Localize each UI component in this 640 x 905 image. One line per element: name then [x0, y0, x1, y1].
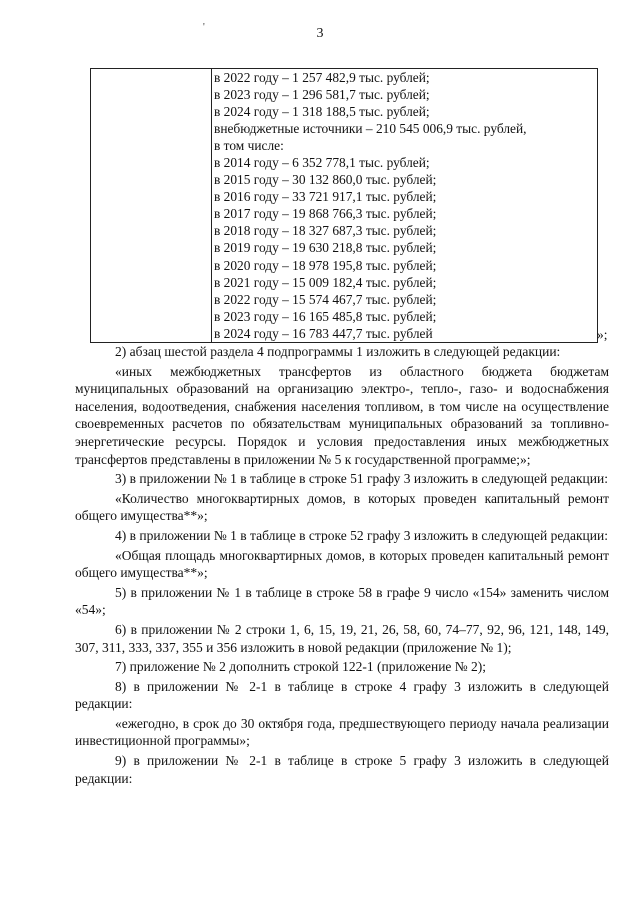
table-closing-quote: »;: [597, 327, 608, 342]
table-line: в 2024 году – 16 783 447,7 тыс. рублей: [214, 325, 433, 341]
table-line: в 2016 году – 33 721 917,1 тыс. рублей;: [214, 189, 437, 205]
paragraph: 6) в приложении № 2 строки 1, 6, 15, 19, 21, 26, 58, 60, 74–77, 92, 96, 121, 148, 149, 307, 311, 333, 337, 355 и 356 изложить в новой редакции (приложение № 1);: [75, 621, 609, 655]
table-line: в 2014 году – 6 352 778,1 тыс. рублей;: [214, 155, 430, 171]
paragraph: 5) в приложении № 1 в таблице в строке 58 в графе 9 число «154» заменить числом «54»;: [75, 584, 609, 618]
paragraph: 7) приложение № 2 дополнить строкой 122-1 (приложение № 2);: [115, 659, 487, 675]
paragraph: 9) в приложении № 2-1 в таблице в строке 5 графу 3 изложить в следующей редакции:: [75, 753, 609, 786]
paragraph: «Общая площадь многоквартирных домов, в которых проведен капитальный ремонт общего имущества**»;: [75, 547, 609, 581]
table-right-cell: [212, 69, 598, 343]
table-line: в 2015 году – 30 132 860,0 тыс. рублей;: [214, 172, 437, 188]
table-line: в 2020 году – 18 978 195,8 тыс. рублей;: [214, 257, 437, 273]
table-line: в 2023 году – 1 296 581,7 тыс. рублей;: [214, 87, 430, 103]
table-line: в 2022 году – 15 574 467,7 тыс. рублей;: [214, 291, 437, 307]
table-left-cell: [91, 69, 212, 343]
paragraph: «иных межбюджетных трансфертов из областного бюджета бюджетам муниципальных образований на организацию электро-, тепло-, газо- и водоснабжения населения, водоотведения, снабжения населения топливом, в том числе на осуществление своевременных расчетов по обязательствам муниципальных образований за топливно-энергетические ресурсы. Порядок и условия предоставления иных межбюджетных трансфертов представлены в приложении № 5 к государственной программе;»;: [75, 363, 609, 467]
paragraph: 4) в приложении № 1 в таблице в строке 52 графу 3 изложить в следующей редакции:: [115, 527, 608, 543]
table-line: внебюджетные источники – 210 545 006,9 тыс. рублей,: [214, 121, 527, 137]
table-line: в 2024 году – 1 318 188,5 тыс. рублей;: [214, 104, 430, 120]
paragraph: «ежегодно, в срок до 30 октября года, предшествующего периоду начала реализации инвестиционной программы»;: [75, 715, 609, 749]
document-body: [75, 343, 609, 789]
financing-table: [90, 68, 598, 343]
table-line: в том числе:: [214, 138, 284, 154]
table-line: в 2023 году – 16 165 485,8 тыс. рублей;: [214, 308, 437, 324]
table-line: в 2019 году – 19 630 218,8 тыс. рублей;: [214, 240, 437, 256]
page-number: 3: [316, 26, 324, 41]
table-line: в 2021 году – 15 009 182,4 тыс. рублей;: [214, 274, 437, 290]
paragraph: «Количество многоквартирных домов, в которых проведен капитальный ремонт общего имущества**»;: [75, 490, 609, 524]
stray-mark: ': [203, 22, 205, 33]
table-line: в 2022 году – 1 257 482,9 тыс. рублей;: [214, 70, 430, 85]
paragraph: 3) в приложении № 1 в таблице в строке 51 графу 3 изложить в следующей редакции:: [115, 471, 608, 487]
table-line: в 2018 году – 18 327 687,3 тыс. рублей;: [214, 223, 437, 239]
paragraph: 8) в приложении № 2-1 в таблице в строке 4 графу 3 изложить в следующей редакции:: [75, 678, 609, 712]
table-line: в 2017 году – 19 868 766,3 тыс. рублей;: [214, 206, 437, 222]
paragraph: 2) абзац шестой раздела 4 подпрограммы 1 изложить в следующей редакции:: [115, 344, 561, 359]
